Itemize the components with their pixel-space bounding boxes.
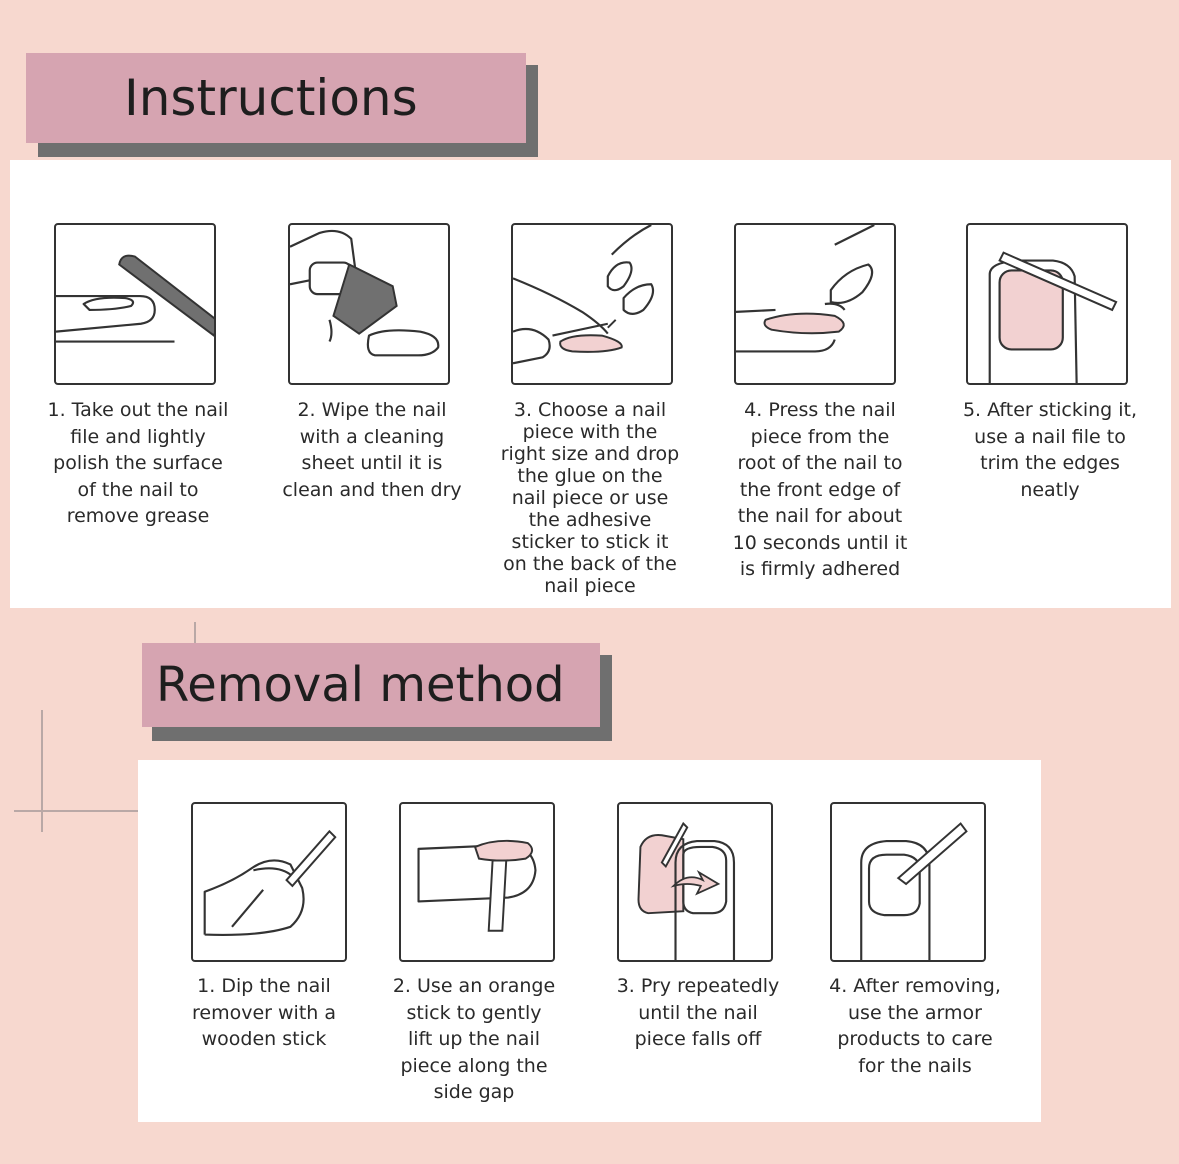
decor-line-vertical-top [194,622,196,644]
instructions-title: Instructions [26,53,526,143]
glue-nail-piece-icon [513,225,671,383]
step2-tile [288,223,450,385]
removal1-caption: 1. Dip the nail remover with a wooden stick [192,975,336,1050]
armor-care-brush-icon [832,804,984,960]
removal4-caption: 4. After removing, use the armor products to care for the nails [829,975,1001,1077]
step4-tile [734,223,896,385]
step1-tile [54,223,216,385]
decor-line-vertical-left [41,710,43,832]
cleaning-sheet-wipe-icon [290,225,448,383]
pry-nail-off-icon [619,804,771,960]
removal3-caption: 3. Pry repeatedly until the nail piece falls off [616,975,780,1050]
removal4-tile [830,802,986,962]
removal-title: Removal method [142,643,600,727]
step5-caption: 5. After sticking it, use a nail file to trim the edges neatly [962,399,1138,501]
step2-caption: 2. Wipe the nail with a cleaning sheet until it is clean and then dry [282,399,462,501]
step5-tile [966,223,1128,385]
step3-caption: 3. Choose a nail piece with the right size and drop the glue on the nail piece or use the adhesive sticker to stick it on the back of the nail piece [500,399,680,597]
step4-caption: 4. Press the nail piece from the root of the nail to the front edge of the nail for about 10 seconds until it is firmly adhered [732,399,908,580]
dip-remover-stick-icon [193,804,345,960]
step1-caption: 1. Take out the nail file and lightly polish the surface of the nail to remove grease [47,399,229,527]
removal2-caption: 2. Use an orange stick to gently lift up the nail piece along the side gap [392,975,556,1103]
removal2-tile [399,802,555,962]
press-nail-piece-icon [736,225,894,383]
orange-stick-lift-icon [401,804,553,960]
step3-tile [511,223,673,385]
trim-edges-file-icon [968,225,1126,383]
removal3-tile [617,802,773,962]
instructions-header [26,53,536,157]
removal-header [142,643,612,741]
nail-file-polish-icon [56,225,214,383]
removal1-tile [191,802,347,962]
decor-line-horizontal-left [14,810,140,812]
